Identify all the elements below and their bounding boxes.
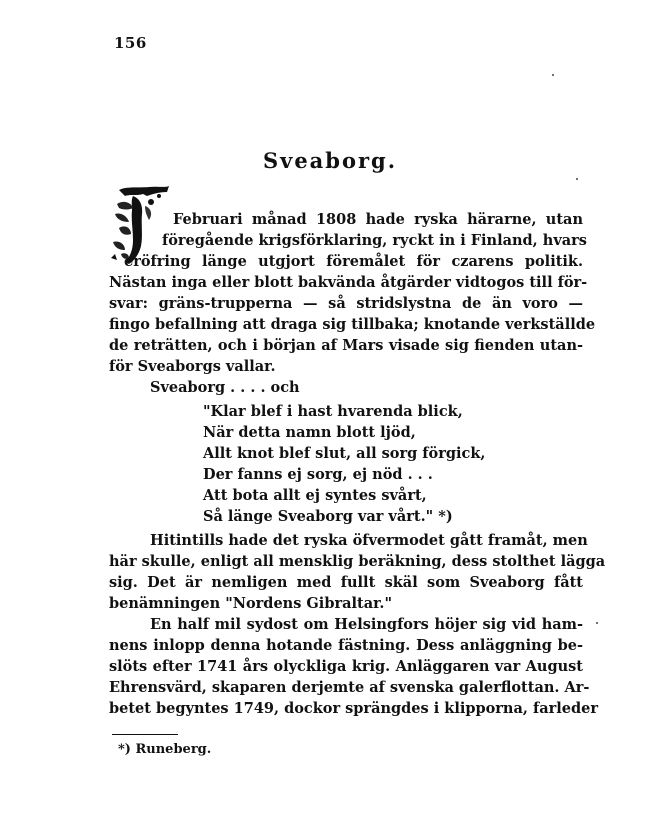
- text-line: Ehrensvärd, skaparen derjemte af svenska galerflottan. Ar-: [109, 679, 590, 696]
- text-line: sig. Det är nemligen med fullt skäl som Sveaborg fått: [109, 574, 583, 591]
- text-line: slöts efter 1741 års olyckliga krig. Anläggaren var August: [109, 658, 583, 675]
- text-line: Februari månad 1808 hade ryska härarne, utan: [173, 211, 583, 228]
- text-line: Hitintills hade det ryska öfvermodet gått framåt, men: [150, 532, 588, 549]
- text-line: de reträtten, och i början af Mars visade sig fienden utan-: [109, 337, 583, 354]
- footnote-divider: [112, 734, 178, 735]
- text-line: nens inlopp denna hotande fästning. Dess anläggning be-: [109, 637, 583, 654]
- text-line: svar: gräns-trupperna — så stridslystna de än voro —: [109, 295, 583, 312]
- text-line: eröfring länge utgjort föremålet för czarens politik.: [124, 253, 583, 270]
- text-line: fingo befallning att draga sig tillbaka; knotande verkställde: [109, 316, 596, 333]
- poem-line: Så länge Sveaborg var vårt." *): [203, 508, 453, 525]
- paper-speck: [552, 74, 554, 76]
- page-number: 156: [114, 34, 147, 52]
- text-line: här skulle, enligt all mensklig beräkning, dess stolthet lägga: [109, 553, 606, 570]
- text-line: föregående krigsförklaring, ryckt in i Finland, hvars: [162, 232, 587, 249]
- lead-in: Sveaborg . . . . och: [150, 379, 300, 396]
- poem-line: När detta namn blott ljöd,: [203, 424, 416, 441]
- text-line: Nästan inga eller blott bakvända åtgärder vidtogos till för-: [109, 274, 588, 291]
- poem-line: Att bota allt ej syntes svårt,: [203, 487, 427, 504]
- poem-line: "Klar blef i hast hvarenda blick,: [203, 403, 463, 420]
- footnote: *) Runeberg.: [118, 742, 212, 757]
- paper-speck: [576, 178, 578, 180]
- text-line: för Sveaborgs vallar.: [109, 358, 276, 375]
- poem-line: Der fanns ej sorg, ej nöd . . .: [203, 466, 433, 483]
- text-line: En half mil sydost om Helsingfors höjer sig vid ham-: [150, 616, 583, 633]
- poem-line: Allt knot blef slut, all sorg förgick,: [203, 445, 486, 462]
- paper-speck: [596, 622, 598, 624]
- chapter-title: Sveaborg.: [262, 148, 398, 173]
- text-line: betet begyntes 1749, dockor sprängdes i klipporna, farleder: [109, 700, 598, 717]
- text-line: benämningen "Nordens Gibraltar.": [109, 595, 393, 612]
